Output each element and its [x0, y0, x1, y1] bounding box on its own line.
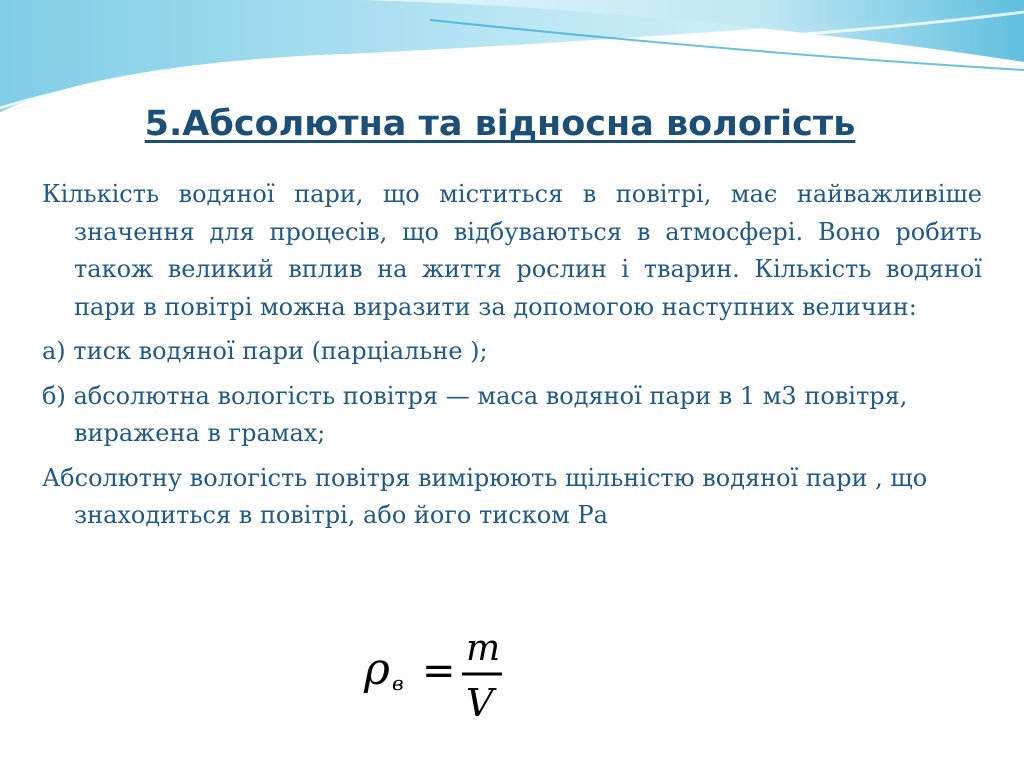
formula-lhs-subscript: в [392, 671, 404, 695]
slide-title: 5.Абсолютна та відносна вологість [144, 104, 856, 144]
paragraph-absolute-humidity: Абсолютну вологість повітря вимірюють щільністю водяної пари , що знаходиться в повітрі, або його тиском Ра [42, 463, 928, 529]
paragraph-item-a: а) тиск водяної пари (парціальне ); [42, 337, 488, 365]
formula-numerator: m [466, 628, 501, 669]
density-formula [362, 624, 522, 724]
formula-lhs-symbol: ρ [364, 644, 390, 695]
formula-denominator: V [466, 681, 494, 724]
formula-equals: = [422, 648, 456, 694]
paragraph-item-b: б) абсолютна вологість повітря — маса водяної пари в 1 м3 повітря, виражена в грамах; [42, 381, 908, 447]
slide-body [42, 176, 982, 542]
paragraph-intro: Кількість водяної пари, що міститься в повітрі, має найважливіше значення для процесів, що відбуваються в атмосфері. Воно робить також великий вплив на життя рослин і тварин. Кількість водяної пари в повітрі можна виразити за допомогою наступних величин: [42, 180, 982, 321]
